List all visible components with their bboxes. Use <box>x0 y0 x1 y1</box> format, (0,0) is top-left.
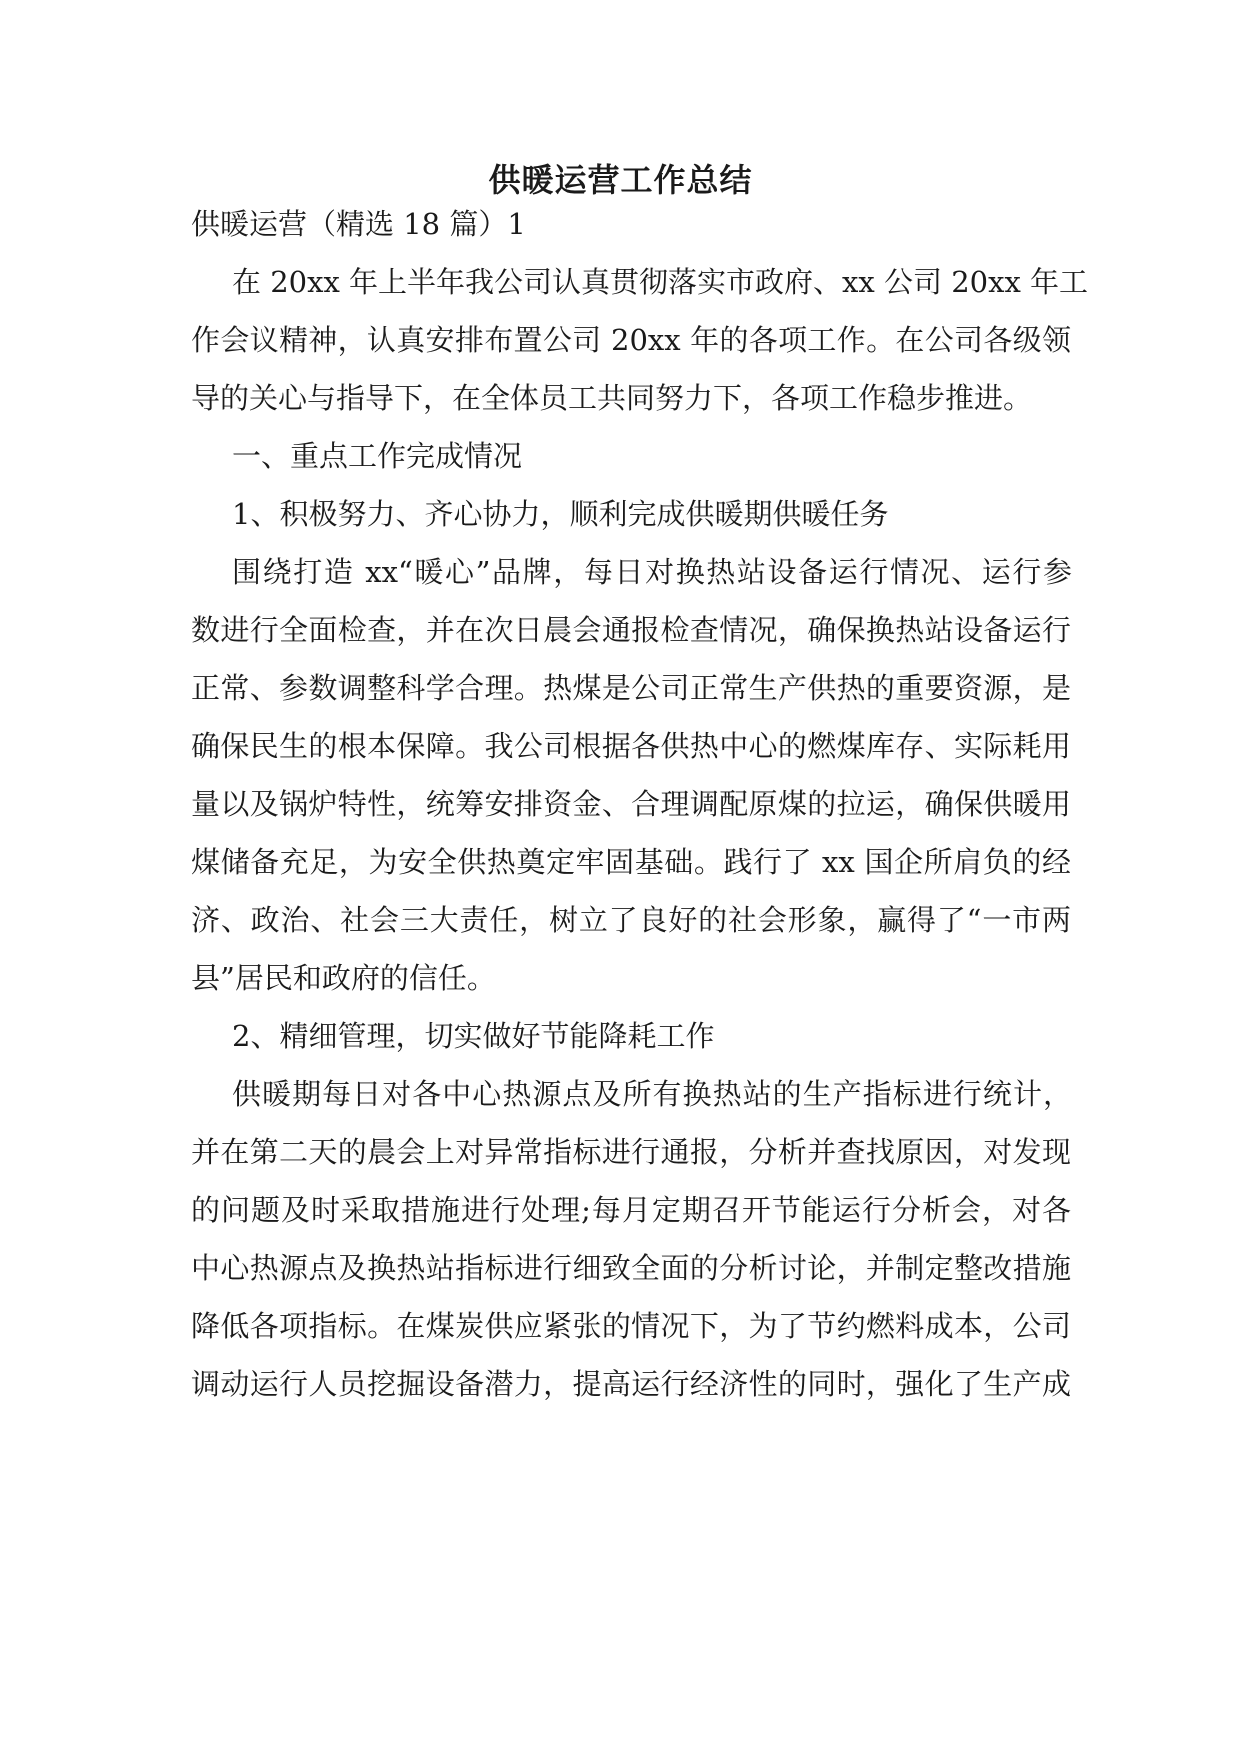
paragraph-line: 正常、参数调整科学合理。热煤是公司正常生产供热的重要资源，是 <box>191 671 1071 705</box>
paragraph-line: 煤储备充足，为安全供热奠定牢固基础。践行了 xx 国企所肩负的经 <box>191 845 1071 879</box>
paragraph-line: 作会议精神，认真安排布置公司 20xx 年的各项工作。在公司各级领 <box>191 323 1071 357</box>
paragraph-line: 的问题及时采取措施进行处理;每月定期召开节能运行分析会，对各 <box>191 1193 1071 1227</box>
section-heading: 一、重点工作完成情况 <box>232 439 523 473</box>
subsection-heading: 1、积极努力、齐心协力，顺利完成供暖期供暖任务 <box>232 497 889 531</box>
paragraph-line: 确保民生的根本保障。我公司根据各供热中心的燃煤库存、实际耗用 <box>191 729 1071 763</box>
section-heading: 供暖运营（精选 18 篇）1 <box>191 207 526 241</box>
paragraph-line: 供暖期每日对各中心热源点及所有换热站的生产指标进行统计， <box>232 1077 1072 1111</box>
paragraph-line: 调动运行人员挖掘设备潜力，提高运行经济性的同时，强化了生产成 <box>191 1367 1071 1401</box>
paragraph-line: 降低各项指标。在煤炭供应紧张的情况下，为了节约燃料成本，公司 <box>191 1309 1071 1343</box>
document-title: 供暖运营工作总结 <box>488 161 753 199</box>
paragraph-line: 中心热源点及换热站指标进行细致全面的分析讨论，并制定整改措施 <box>191 1251 1071 1285</box>
paragraph-line: 数进行全面检查，并在次日晨会通报检查情况，确保换热站设备运行 <box>191 613 1071 647</box>
paragraph-line: 在 20xx 年上半年我公司认真贯彻落实市政府、xx 公司 20xx 年工 <box>232 265 1089 299</box>
subsection-heading: 2、精细管理，切实做好节能降耗工作 <box>232 1019 715 1053</box>
paragraph-line: 济、政治、社会三大责任，树立了良好的社会形象，赢得了“一市两 <box>191 903 1071 937</box>
paragraph-line: 围绕打造 xx“暖心”品牌，每日对换热站设备运行情况、运行参 <box>232 555 1072 589</box>
paragraph-line: 并在第二天的晨会上对异常指标进行通报，分析并查找原因，对发现 <box>191 1135 1071 1169</box>
paragraph-line: 县”居民和政府的信任。 <box>191 961 496 995</box>
paragraph-line: 量以及锅炉特性，统筹安排资金、合理调配原煤的拉运，确保供暖用 <box>191 787 1071 821</box>
paragraph-line: 导的关心与指导下，在全体员工共同努力下，各项工作稳步推进。 <box>191 381 1033 415</box>
